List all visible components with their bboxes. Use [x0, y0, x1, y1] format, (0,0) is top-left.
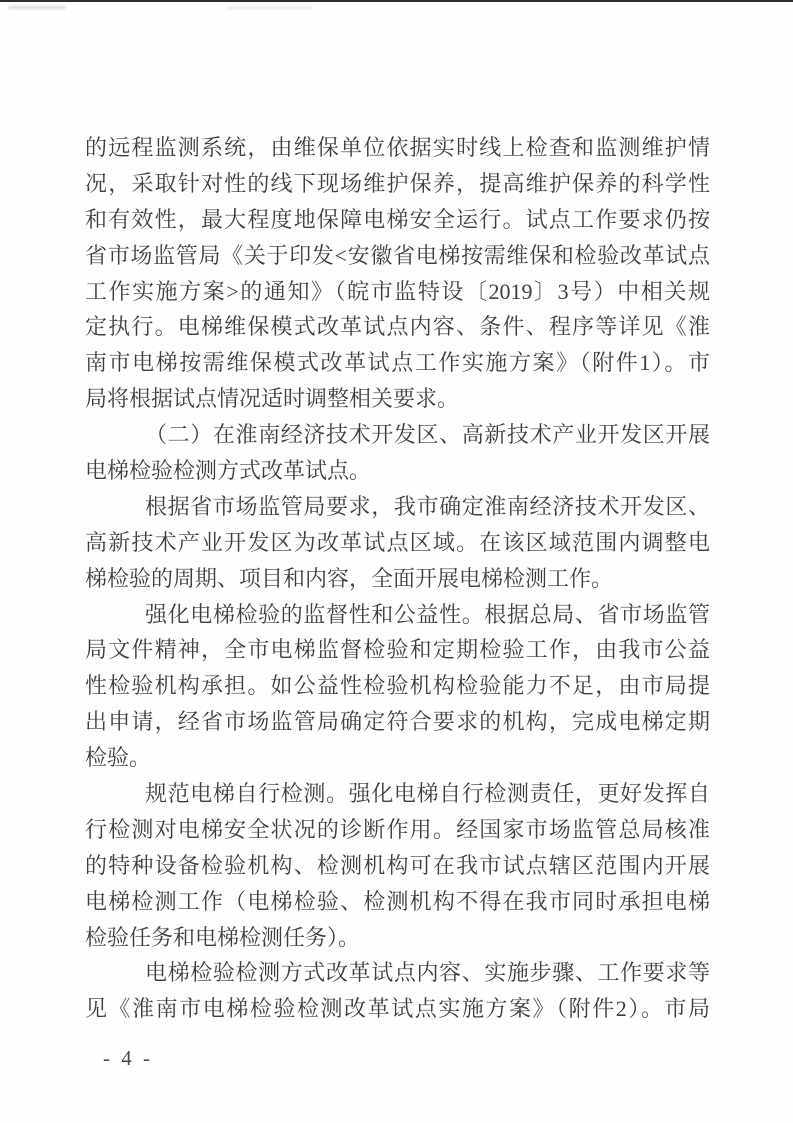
text-line: 根据省市场监管局要求，我市确定淮南经济技术开发区、: [145, 493, 710, 519]
text-line: 和有效性，最大程度地保障电梯安全运行。试点工作要求仍按: [85, 206, 710, 232]
text-line: 强化电梯检验的监督性和公益性。根据总局、省市场监管: [145, 601, 710, 627]
scan-smudge-artifact: [227, 7, 313, 9]
text-line: 定执行。电梯维保模式改革试点内容、条件、程序等详见《淮: [85, 314, 710, 340]
text-line: 行检测对电梯安全状况的诊断作用。经国家市场监管总局核准: [85, 816, 710, 842]
text-line: 高新技术产业开发区为改革试点区域。在该区域范围内调整电: [85, 529, 710, 555]
text-line: 检验。: [85, 745, 152, 771]
text-line: 见《淮南市电梯检验检测改革试点实施方案》（附件2）。市局: [85, 996, 710, 1022]
scan-smudge-artifact: [8, 6, 66, 9]
text-line: （二）在淮南经济技术开发区、高新技术产业开发区开展: [145, 422, 710, 448]
text-line: 工作实施方案>的通知》（皖市监特设〔2019〕3号）中相关规: [85, 278, 710, 304]
text-line: 局将根据试点情况适时调整相关要求。: [85, 386, 460, 412]
text-line: 电梯检测工作（电梯检验、检测机构不得在我市同时承担电梯: [85, 888, 710, 914]
document-body: [85, 130, 710, 1027]
text-line: 检验任务和电梯检测任务）。: [85, 924, 361, 950]
text-line: 局文件精神，全市电梯监督检验和定期检验工作，由我市公益: [85, 637, 710, 663]
text-line: 的特种设备检验机构、检测机构可在我市试点辖区范围内开展: [85, 852, 710, 878]
text-line: 南市电梯按需维保模式改革试点工作实施方案》（附件1）。市: [85, 350, 710, 376]
text-line: 电梯检验检测方式改革试点。: [85, 458, 372, 484]
text-line: 规范电梯自行检测。强化电梯自行检测责任，更好发挥自: [145, 781, 710, 807]
text-line: 电梯检验检测方式改革试点内容、实施步骤、工作要求等: [145, 960, 710, 986]
text-line: 性检验机构承担。如公益性检验机构检验能力不足，由市局提: [85, 673, 710, 699]
scan-edge-artifact: [0, 0, 793, 2]
text-line: 的远程监测系统，由维保单位依据实时线上检查和监测维护情: [85, 135, 710, 160]
text-line: 出申请，经省市场监管局确定符合要求的机构，完成电梯定期: [85, 709, 710, 735]
text-line: 梯检验的周期、项目和内容，全面开展电梯检测工作。: [85, 565, 614, 591]
page-number: - 4 -: [103, 1046, 153, 1070]
text-line: 况，采取针对性的线下现场维护保养，提高维护保养的科学性: [85, 170, 710, 196]
text-line: 省市场监管局《关于印发<安徽省电梯按需维保和检验改革试点: [85, 242, 710, 268]
